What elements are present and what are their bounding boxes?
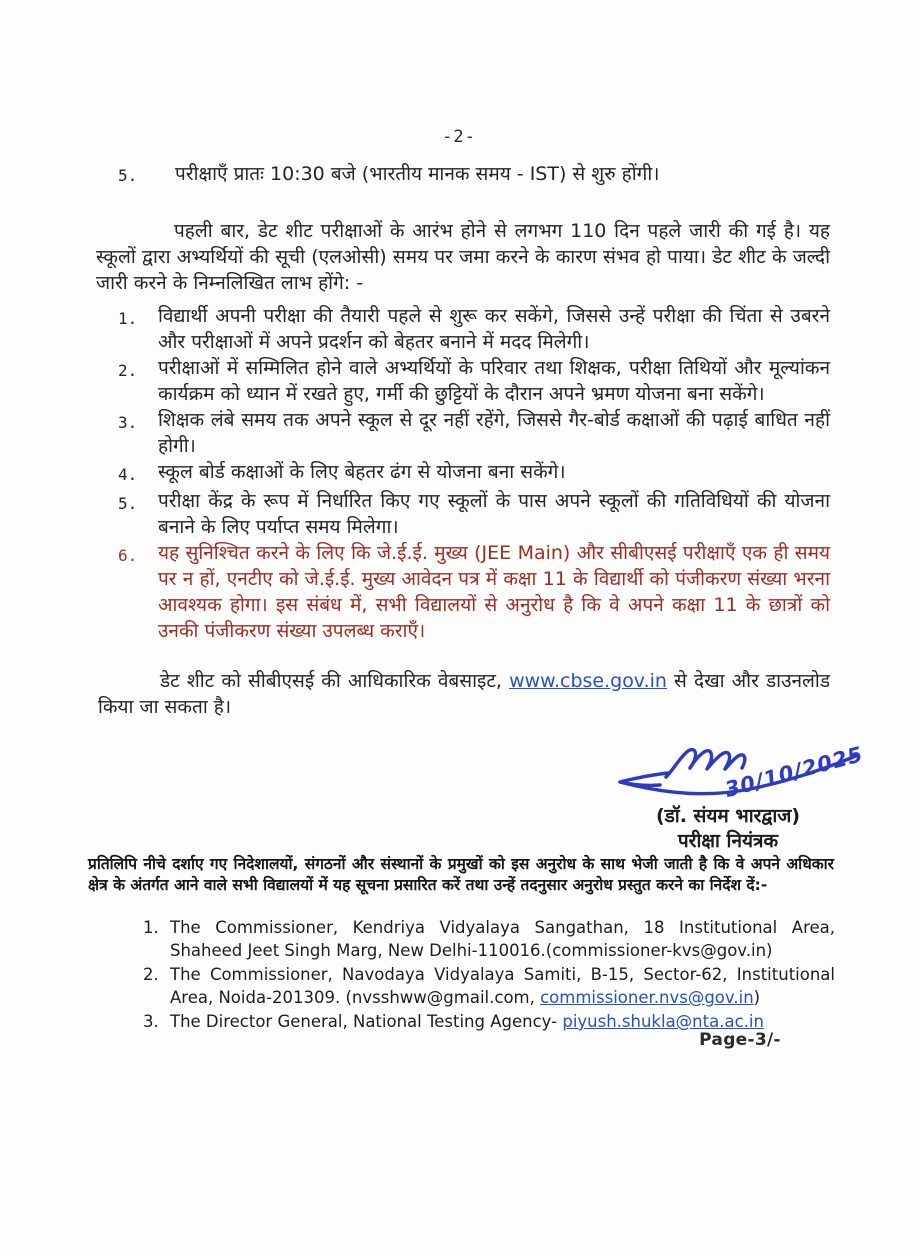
page-footer: Page-3/- — [699, 1030, 781, 1050]
recipient-text-before: The Director General, National Testing Agency- — [170, 1012, 563, 1031]
benefit-item-number: 4. — [118, 465, 138, 484]
recipients-list — [143, 916, 835, 1034]
recipient-email-link[interactable]: commissioner.nvs@gov.in — [540, 988, 754, 1007]
point-5-number: 5. — [118, 166, 138, 185]
recipient-text — [170, 916, 835, 962]
recipient-email-link[interactable]: piyush.shukla@nta.ac.in — [562, 1012, 764, 1031]
benefit-item-number: 2. — [118, 361, 138, 380]
benefits-list — [118, 303, 830, 644]
benefit-item-2 — [118, 355, 830, 407]
point-5-text: परीक्षाएँ प्रातः 10:30 बजे (भारतीय मानक समय - IST) से शुरु होंगी। — [175, 163, 660, 185]
signatory-name: (डॉ. संयम भारद्वाज) — [655, 805, 801, 827]
benefit-item-text: स्कूल बोर्ड कक्षाओं के लिए बेहतर ढंग से योजना बना सकेंगे। — [158, 461, 566, 483]
recipient-number: 1. — [143, 918, 159, 937]
cbse-website-link[interactable]: www.cbse.gov.in — [509, 670, 667, 692]
benefit-item-number: 6. — [118, 546, 138, 565]
recipient-text-before: The Commissioner, Navodaya Vidyalaya Samiti, B-15, Sector-62, Institutional Area, Noida-201309. (nvsshww@gmail.com, — [170, 965, 835, 1007]
page-number-top: -2- — [442, 127, 476, 147]
benefit-item-number: 5. — [118, 494, 138, 513]
signature-date: 30/10/2025 — [722, 742, 866, 802]
benefit-item-text: विद्यार्थी अपनी परीक्षा की तैयारी पहले से शुरू कर सकेंगे, जिससे उन्हें परीक्षा की चिंता से उबरने और परीक्षाओं में अपने प्रदर्शन को बेहतर बनाने में मदद मिलेगी। — [158, 305, 830, 353]
signatory-designation: परीक्षा नियंत्रक — [677, 830, 779, 852]
benefit-item-text: परीक्षाओं में सम्मिलित होने वाले अभ्यर्थियों के परिवार तथा शिक्षक, परीक्षा तिथियों और मूल्यांकन कार्यक्रम को ध्यान में रखते हुए, गर्मी की छुट्टियों के दौरान अपने भ्रमण योजना बना सकेंगे। — [158, 357, 830, 405]
benefit-item-number: 1. — [118, 309, 138, 328]
recipient-number: 2. — [143, 965, 159, 984]
recipient-item-1 — [143, 916, 835, 962]
signatory-block — [608, 803, 848, 854]
recipient-item-2 — [143, 963, 835, 1009]
website-text-after: से देखा और डाउनलोड किया जा सकता है। — [98, 670, 830, 718]
benefit-item-number: 3. — [118, 413, 138, 432]
copy-note: प्रतिलिपि नीचे दर्शाए गए निदेशालयों, संगठनों और संस्थानों के प्रमुखों को इस अनुरोध के साथ भेजी जाती है कि वे अपने अधिकार क्षेत्र के अंतर्गत आने वाले सभी विद्यालयों में यह सूचना प्रसारित करें तथा उन्हें तदनुसार अनुरोध प्रस्तुत करने का निर्देश दें:- — [88, 855, 834, 894]
point-5 — [118, 161, 830, 189]
recipient-text — [170, 963, 835, 1009]
benefit-item-5 — [118, 488, 830, 540]
recipient-number: 3. — [143, 1012, 159, 1031]
intro-paragraph: पहली बार, डेट शीट परीक्षाओं के आरंभ होने से लगभग 110 दिन पहले जारी की गई है। यह स्कूलों द्वारा अभ्यर्थियों की सूची (एलओसी) समय पर जमा करने के कारण संभव हो पाया। डेट शीट के जल्दी जारी करने के निम्नलिखित लाभ होंगे: - — [96, 220, 830, 294]
benefit-item-1 — [118, 303, 830, 355]
benefit-item-6-highlighted — [118, 540, 830, 644]
recipient-text-after: ) — [753, 988, 761, 1007]
benefit-item-4 — [118, 459, 830, 488]
website-paragraph — [98, 668, 830, 720]
recipient-text-before: The Commissioner, Kendriya Vidyalaya Sangathan, 18 Institutional Area, Shaheed Jeet Singh Marg, New Delhi-110016.(commissioner-kvs@gov.in) — [170, 918, 835, 960]
website-text-before: डेट शीट को सीबीएसई की आधिकारिक वेबसाइट, — [160, 670, 510, 692]
benefit-item-3 — [118, 407, 830, 459]
benefit-item-text: शिक्षक लंबे समय तक अपने स्कूल से दूर नहीं रहेंगे, जिससे गैर-बोर्ड कक्षाओं की पढ़ाई बाधित नहीं होगी। — [158, 409, 830, 457]
benefit-item-text: परीक्षा केंद्र के रूप में निर्धारित किए गए स्कूलों के पास अपने स्कूलों की गतिविधियों की योजना बनाने के लिए पर्याप्त समय मिलेगा। — [158, 490, 830, 538]
benefit-item-text: यह सुनिश्चित करने के लिए कि जे.ई.ई. मुख्य (JEE Main) और सीबीएसई परीक्षाएँ एक ही समय पर न हों, एनटीए को जे.ई.ई. मुख्य आवेदन पत्र में कक्षा 11 के विद्यार्थी को पंजीकरण संख्या भरना आवश्यक होगा। इस संबंध में, सभी विद्यालयों से अनुरोध है कि वे अपने कक्षा 11 के छात्रों को उनकी पंजीकरण संख्या उपलब्ध कराएँ। — [158, 542, 830, 642]
